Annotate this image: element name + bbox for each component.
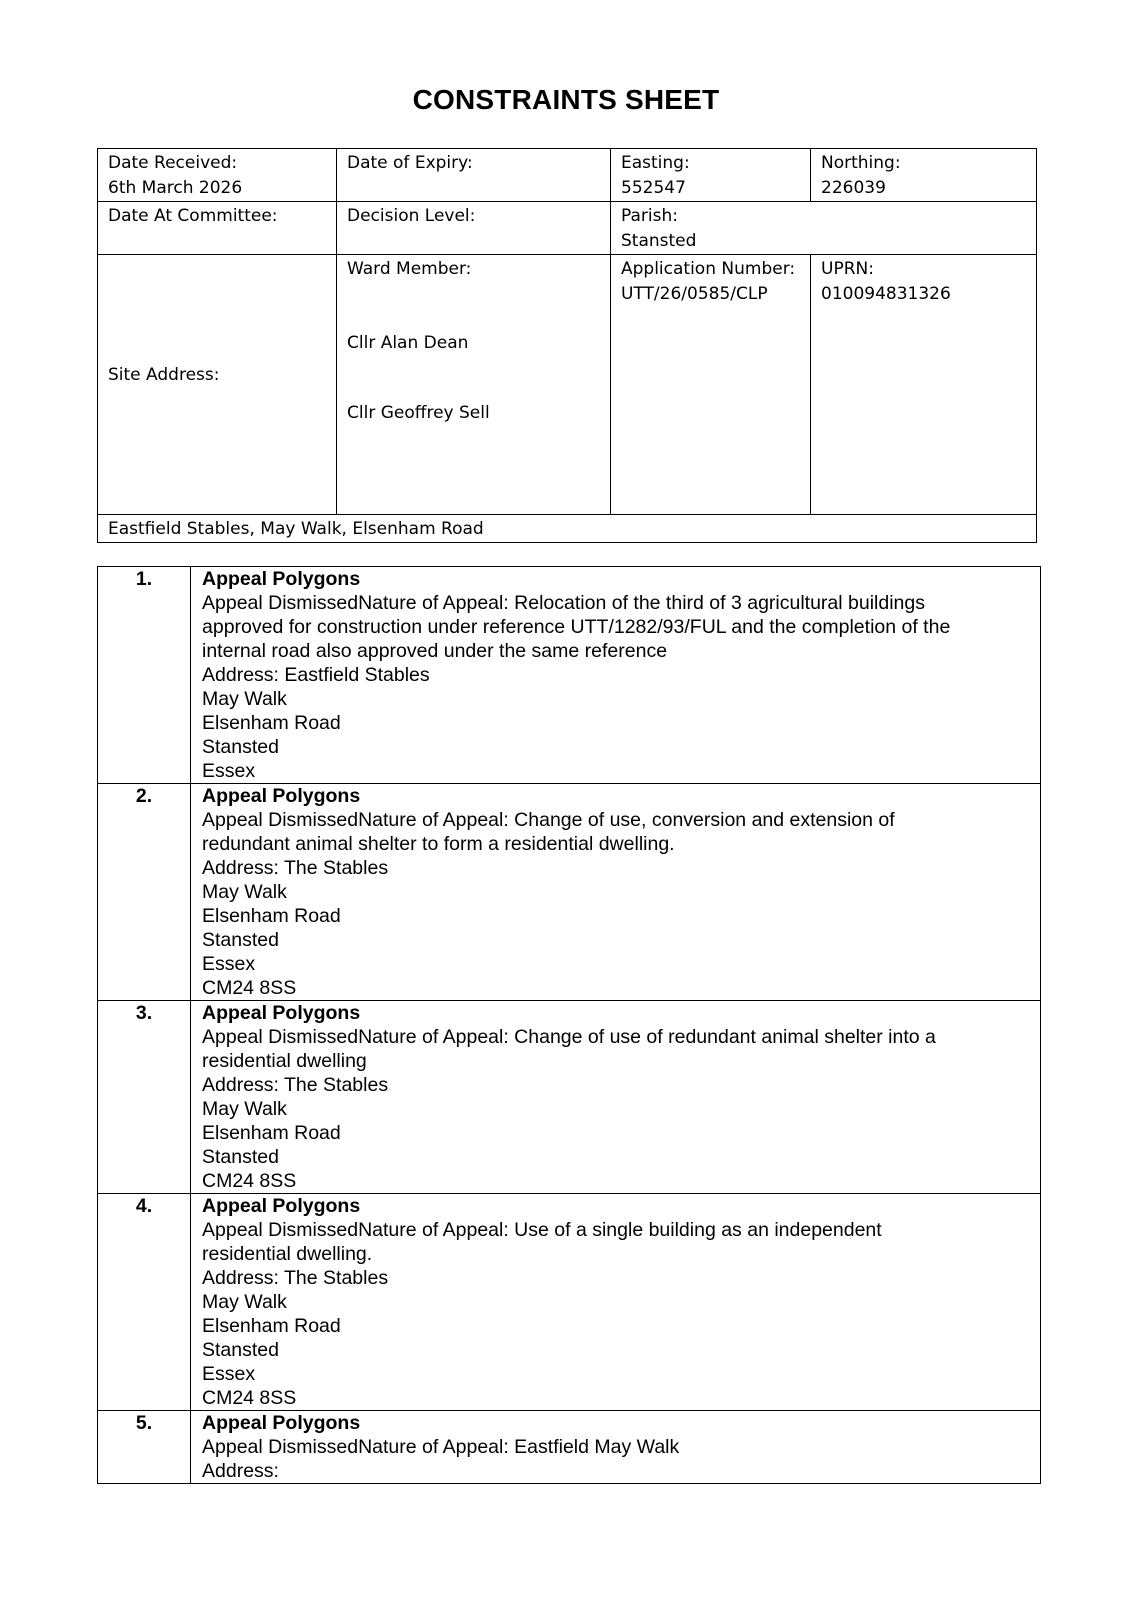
constraint-title: Appeal Polygons xyxy=(202,785,361,807)
constraint-details xyxy=(191,1194,1041,1411)
site-address-value: Eastfield Stables, May Walk, Elsenham Road xyxy=(108,519,484,539)
constraint-text-line: Address: xyxy=(202,1460,279,1482)
date-at-committee-cell xyxy=(98,202,337,255)
ward-member-label: Ward Member: xyxy=(347,259,472,279)
site-address-value-cell xyxy=(98,515,1037,543)
constraint-number: 3. xyxy=(98,1001,191,1194)
constraint-title: Appeal Polygons xyxy=(202,1412,361,1434)
info-row xyxy=(98,202,1037,255)
constraint-number: 4. xyxy=(98,1194,191,1411)
northing-cell xyxy=(811,149,1037,202)
date-at-committee-label: Date At Committee: xyxy=(108,206,278,226)
easting-cell xyxy=(611,149,811,202)
constraint-text-line: Address: The Stables xyxy=(202,1074,389,1096)
application-number-cell xyxy=(611,255,811,515)
constraint-number: 2. xyxy=(98,784,191,1001)
ward-member-name: Cllr Geoffrey Sell xyxy=(347,403,490,423)
constraint-details xyxy=(191,1001,1041,1194)
constraint-text-line: May Walk xyxy=(202,688,287,710)
uprn-value: 010094831326 xyxy=(821,284,951,304)
info-row xyxy=(98,515,1037,543)
constraint-text-line: Appeal DismissedNature of Appeal: Change of use, conversion and extension of xyxy=(202,809,895,831)
constraint-details xyxy=(191,1411,1041,1484)
constraint-details xyxy=(191,567,1041,784)
constraints-body xyxy=(98,567,1041,1484)
constraint-row xyxy=(98,1001,1041,1194)
constraint-text-line: May Walk xyxy=(202,881,287,903)
constraint-text-line: internal road also approved under the same reference xyxy=(202,640,668,662)
date-received-value: 6th March 2026 xyxy=(108,178,243,198)
parish-label: Parish: xyxy=(621,206,678,226)
constraint-text-line: Elsenham Road xyxy=(202,712,341,734)
constraint-text-line: May Walk xyxy=(202,1098,287,1120)
constraint-text-line: Stansted xyxy=(202,736,279,758)
date-of-expiry-cell xyxy=(337,149,611,202)
info-row xyxy=(98,149,1037,202)
constraint-title: Appeal Polygons xyxy=(202,1002,361,1024)
page-title: CONSTRAINTS SHEET xyxy=(412,84,720,115)
constraint-text-line: Appeal DismissedNature of Appeal: Change of use of redundant animal shelter into a xyxy=(202,1026,936,1048)
site-address-cell xyxy=(98,255,337,515)
decision-level-label: Decision Level: xyxy=(347,206,476,226)
date-received-label: Date Received: xyxy=(108,153,238,173)
constraint-text-line: Stansted xyxy=(202,1339,279,1361)
date-received-cell xyxy=(98,149,337,202)
constraint-text-line: Essex xyxy=(202,953,256,975)
constraint-title: Appeal Polygons xyxy=(202,1195,361,1217)
constraint-text-line: Stansted xyxy=(202,929,279,951)
constraint-text-line: residential dwelling xyxy=(202,1050,367,1072)
constraint-text-line: Elsenham Road xyxy=(202,1315,341,1337)
uprn-label: UPRN: xyxy=(821,259,874,279)
application-number-value: UTT/26/0585/CLP xyxy=(621,284,768,304)
constraint-text-line: May Walk xyxy=(202,1291,287,1313)
constraint-text-line: Essex xyxy=(202,760,256,782)
constraint-text-line: Essex xyxy=(202,1363,256,1385)
decision-level-cell xyxy=(337,202,611,255)
constraint-text-line: Appeal DismissedNature of Appeal: Use of a single building as an independent xyxy=(202,1219,882,1241)
constraint-text-line: CM24 8SS xyxy=(202,1170,297,1192)
constraint-text-line: CM24 8SS xyxy=(202,977,297,999)
site-address-label: Site Address: xyxy=(108,365,220,385)
application-info-table xyxy=(97,148,1037,543)
northing-label: Northing: xyxy=(821,153,901,173)
ward-member-name: Cllr Alan Dean xyxy=(347,333,469,353)
easting-value: 552547 xyxy=(621,178,686,198)
info-row xyxy=(98,255,1037,515)
constraint-details xyxy=(191,784,1041,1001)
constraint-text-line: residential dwelling. xyxy=(202,1243,373,1265)
constraint-text-line: Elsenham Road xyxy=(202,1122,341,1144)
constraint-number: 5. xyxy=(98,1411,191,1484)
constraint-text-line: CM24 8SS xyxy=(202,1387,297,1409)
constraint-text-line: Address: The Stables xyxy=(202,857,389,879)
constraint-text-line: Elsenham Road xyxy=(202,905,341,927)
uprn-cell xyxy=(811,255,1037,515)
constraints-table xyxy=(97,566,1041,1484)
easting-label: Easting: xyxy=(621,153,690,173)
constraint-row xyxy=(98,567,1041,784)
constraint-number: 1. xyxy=(98,567,191,784)
constraint-text-line: Address: Eastfield Stables xyxy=(202,664,430,686)
application-number-label: Application Number: xyxy=(621,259,796,279)
constraint-text-line: redundant animal shelter to form a residential dwelling. xyxy=(202,833,675,855)
date-of-expiry-label: Date of Expiry: xyxy=(347,153,473,173)
parish-value: Stansted xyxy=(621,231,697,251)
constraint-row xyxy=(98,784,1041,1001)
constraint-text-line: approved for construction under reference UTT/1282/93/FUL and the completion of the xyxy=(202,616,951,638)
constraint-text-line: Stansted xyxy=(202,1146,279,1168)
constraint-row xyxy=(98,1194,1041,1411)
parish-cell xyxy=(611,202,1037,255)
constraint-text-line: Appeal DismissedNature of Appeal: Eastfield May Walk xyxy=(202,1436,680,1458)
constraint-title: Appeal Polygons xyxy=(202,568,361,590)
ward-member-cell xyxy=(337,255,611,515)
constraint-text-line: Appeal DismissedNature of Appeal: Relocation of the third of 3 agricultural buildings xyxy=(202,592,925,614)
constraint-text-line: Address: The Stables xyxy=(202,1267,389,1289)
constraint-row xyxy=(98,1411,1041,1484)
northing-value: 226039 xyxy=(821,178,886,198)
